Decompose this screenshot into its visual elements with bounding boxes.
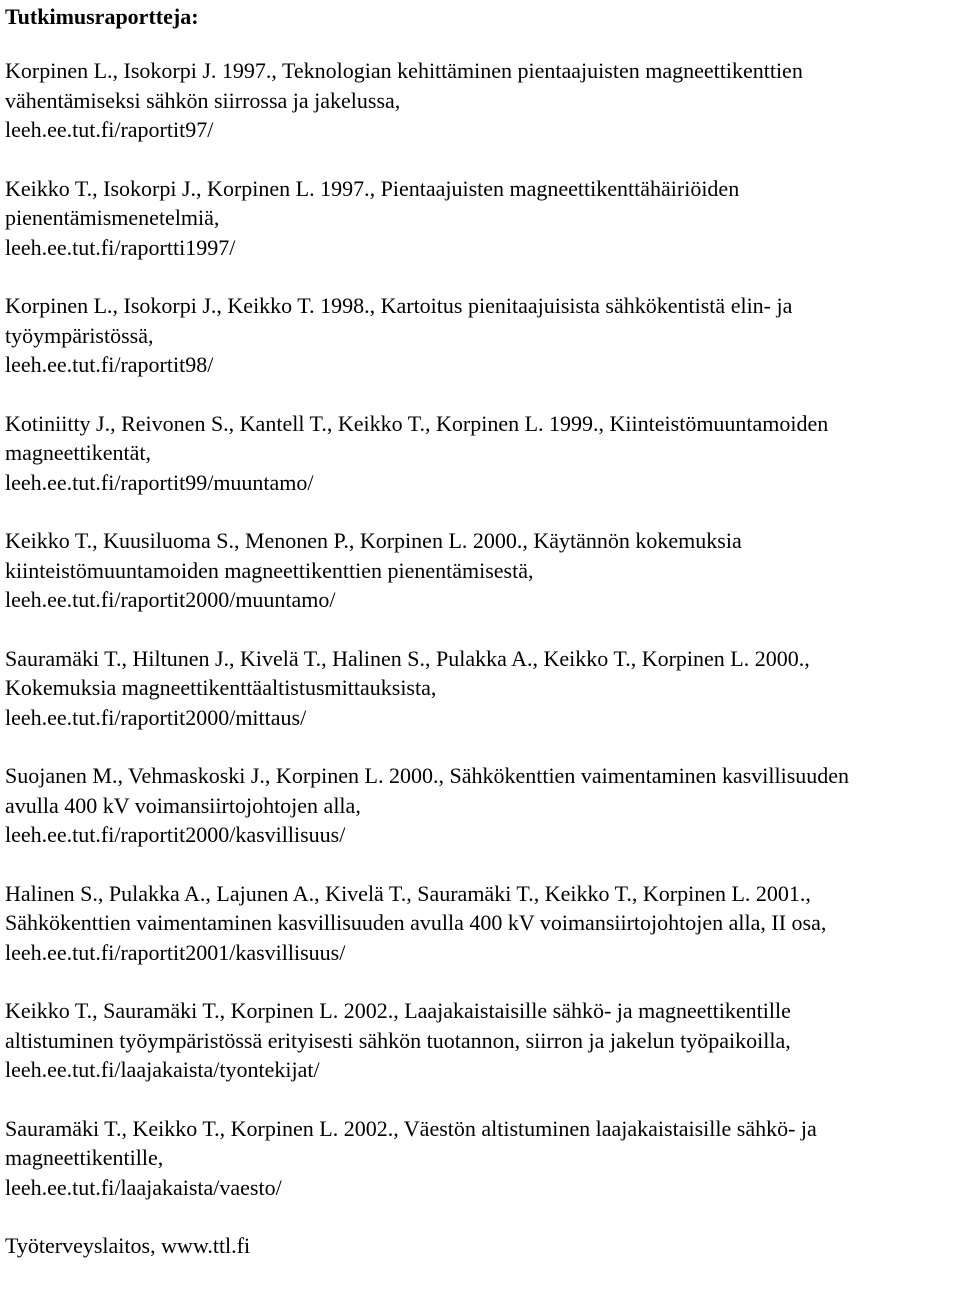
reference-line: Kotiniitty J., Reivonen S., Kantell T., Keikko T., Korpinen L. 1999., Kiinteistömuuntamoiden [5, 410, 829, 436]
reference-entry [5, 761, 955, 850]
reference-entry [5, 409, 955, 498]
reference-line: Työterveyslaitos, www.ttl.fi [5, 1233, 251, 1258]
reference-line: kiinteistömuuntamoiden magneettikenttien pienentämisestä, [5, 557, 534, 583]
reference-entry [5, 56, 955, 145]
reference-line: magneettikentät, [5, 440, 151, 465]
reference-entry [5, 291, 955, 380]
reference-line: Sauramäki T., Keikko T., Korpinen L. 2002., Väestön altistuminen laajakaistaisille sähkö- ja [5, 1115, 817, 1141]
reference-line: leeh.ee.tut.fi/raportit99/muuntamo/ [5, 469, 314, 495]
reference-entry [5, 174, 955, 263]
reference-entry [5, 526, 955, 615]
reference-line: Keikko T., Kuusiluoma S., Menonen P., Korpinen L. 2000., Käytännön kokemuksia [5, 528, 742, 553]
reference-list [5, 56, 955, 1290]
reference-line: leeh.ee.tut.fi/raportit97/ [5, 117, 214, 142]
reference-line: leeh.ee.tut.fi/raportit2000/muuntamo/ [5, 587, 336, 612]
reference-line: magneettikentille, [5, 1145, 164, 1170]
reference-line: leeh.ee.tut.fi/raportit98/ [5, 352, 214, 377]
reference-line: avulla 400 kV voimansiirtojohtojen alla, [5, 792, 361, 818]
reference-line: altistuminen työympäristössä erityisesti sähkön tuotannon, siirron ja jakelun työpaikoilla, [5, 1027, 791, 1053]
reference-line: Sauramäki T., Hiltunen J., Kivelä T., Halinen S., Pulakka A., Keikko T., Korpinen L. 2000., [5, 645, 810, 671]
reference-line: leeh.ee.tut.fi/raportit2000/mittaus/ [5, 704, 307, 730]
reference-line: leeh.ee.tut.fi/raportit2001/kasvillisuus/ [5, 939, 346, 965]
reference-line: pienentämismenetelmiä, [5, 205, 220, 230]
reference-line: Suojanen M., Vehmaskoski J., Korpinen L. 2000., Sähkökenttien vaimentaminen kasvillisuuden [5, 763, 850, 788]
reference-line: Keikko T., Isokorpi J., Korpinen L. 1997., Pientaajuisten magneettikenttähäiriöiden [5, 175, 740, 201]
reference-line: Keikko T., Sauramäki T., Korpinen L. 2002., Laajakaistaisille sähkö- ja magneettikentille [5, 998, 791, 1023]
reference-line: leeh.ee.tut.fi/laajakaista/tyontekijat/ [5, 1057, 320, 1082]
reference-entry [5, 879, 955, 968]
reference-line: Kokemuksia magneettikenttäaltistusmittauksista, [5, 675, 437, 700]
reference-line: työympäristössä, [5, 322, 154, 348]
reference-line: leeh.ee.tut.fi/raportit2000/kasvillisuus/ [5, 822, 346, 847]
reference-line: Halinen S., Pulakka A., Lajunen A., Kivelä T., Sauramäki T., Keikko T., Korpinen L. 2001., [5, 880, 811, 906]
reference-line: leeh.ee.tut.fi/laajakaista/vaesto/ [5, 1174, 282, 1200]
reference-entry [5, 1114, 955, 1203]
reference-line: Sähkökenttien vaimentaminen kasvillisuuden avulla 400 kV voimansiirtojohtojen alla, II osa, [5, 910, 827, 935]
reference-line: Korpinen L., Isokorpi J., Keikko T. 1998., Kartoitus pienitaajuisista sähkökentistä elin- ja [5, 293, 793, 318]
reference-entry [5, 1231, 955, 1261]
reference-line: leeh.ee.tut.fi/raportti1997/ [5, 234, 236, 260]
reference-line: Korpinen L., Isokorpi J. 1997., Teknologian kehittäminen pientaajuisten magneettikenttien [5, 58, 803, 83]
section-heading: Tutkimusraportteja: [5, 4, 199, 29]
reference-line: vähentämiseksi sähkön siirrossa ja jakelussa, [5, 87, 401, 113]
reference-entry [5, 644, 955, 733]
reference-entry [5, 996, 955, 1085]
